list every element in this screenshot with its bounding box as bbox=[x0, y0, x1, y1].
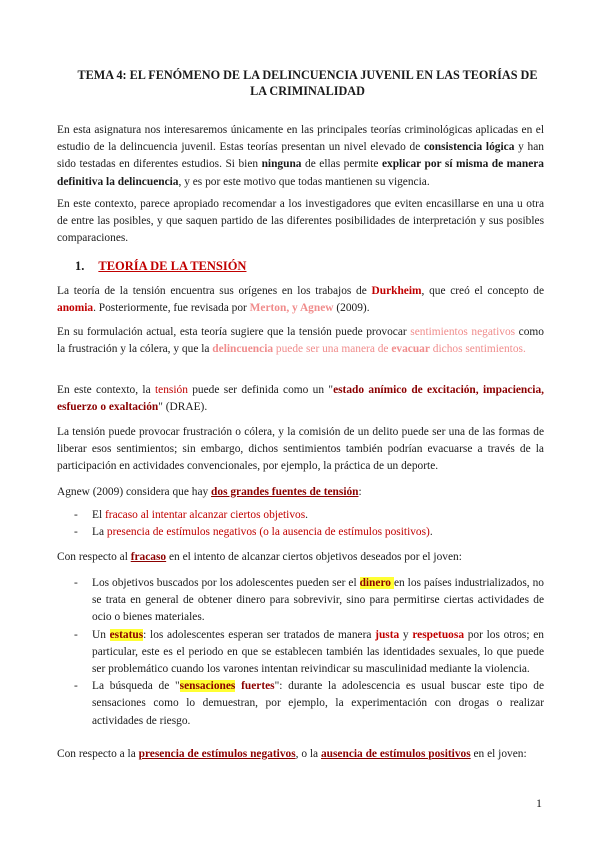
intro-bold-consistencia: consistencia lógica bbox=[423, 141, 515, 154]
objetivo-2-text-1: Un bbox=[92, 628, 110, 641]
agnew-text-1: Agnew (2009) considera que hay bbox=[57, 486, 212, 498]
respetuosa-text: respetuosa bbox=[412, 628, 465, 641]
agnew-text-2: : bbox=[358, 486, 362, 498]
justa-text: justa bbox=[375, 628, 400, 641]
origin-text-4: (2009). bbox=[333, 302, 370, 315]
presencia-paragraph bbox=[57, 746, 544, 763]
presencia-text-3: en el joven: bbox=[470, 748, 527, 760]
intro-paragraph bbox=[57, 122, 544, 191]
definition-text-1: En este contexto, la bbox=[57, 384, 155, 396]
definition-paragraph bbox=[57, 382, 544, 416]
estado-animico-text: estado anímico de excitación, impaciencia, esfuerzo o exaltación bbox=[57, 384, 545, 414]
source-1-red-text: fracaso al intentar alcanzar ciertos objetivos bbox=[104, 509, 306, 521]
current-formulation-paragraph bbox=[57, 324, 544, 358]
objetivo-1-text-2: en los países industrializados, no se trata en general de obtener dinero para sobrevivir, sino para permitirse ciertas actividades de ocio o bienes materiales. bbox=[92, 577, 544, 624]
agnew-paragraph bbox=[57, 484, 544, 501]
origin-text-2: , que creó el concepto de bbox=[421, 285, 545, 297]
evacuar-text: evacuar bbox=[391, 343, 430, 356]
sensaciones-highlight: sensaciones bbox=[179, 680, 236, 693]
objetivos-list bbox=[57, 575, 544, 730]
intro-bold-ninguna: ninguna bbox=[261, 158, 302, 171]
origin-text-1: La teoría de la tensión encuentra sus orígenes en los trabajos de bbox=[57, 285, 372, 297]
objetivo-2-text-2: : los adolescentes esperan ser tratados de manera bbox=[143, 628, 376, 641]
anomia-text: anomia bbox=[57, 302, 94, 315]
estatus-highlight: estatus bbox=[109, 628, 144, 641]
current-text-1: En su formulación actual, esta teoría sugiere que la tensión puede provocar bbox=[57, 326, 411, 338]
current-text-3: puede ser una manera de bbox=[273, 343, 392, 356]
list-item bbox=[57, 575, 544, 627]
presencia-text-1: Con respecto a la bbox=[57, 748, 139, 760]
merton-agnew-text: Merton, y Agnew bbox=[249, 302, 334, 315]
list-item bbox=[57, 524, 544, 541]
source-1-text-1: El bbox=[92, 509, 105, 521]
current-text-2: como la frustración y la cólera, y que la bbox=[57, 326, 544, 356]
intro-text-1: En esta asignatura nos interesaremos únicamente en las principales teorías criminológicas aplicadas en el estudio de la delincuencia juvenil. Estas teorías presentan un nivel elevado de bbox=[57, 124, 544, 154]
list-item bbox=[57, 627, 544, 679]
objetivo-3-text-2: ": durante la adolescencia es usual buscar este tipo de sensaciones como lo demuestran, por ejemplo, la experimentación con drogas o realizar actividades de riesgo. bbox=[92, 680, 545, 727]
frustration-paragraph: La tensión puede provocar frustración o cólera, y la comisión de un delito puede ser una de las formas de liberar esos sentimientos; sin embargo, dichos sentimientos también podrían evacuarse a través de la participación en actividades convencionales, por ejemplo, la práctica de un deporte. bbox=[57, 426, 544, 473]
definition-text-3: " (DRAE). bbox=[158, 401, 208, 414]
origin-paragraph bbox=[57, 283, 544, 317]
section-number: 1. bbox=[75, 259, 85, 273]
dinero-highlight: dinero bbox=[359, 577, 394, 589]
durkheim-link-text: Durkheim bbox=[371, 285, 422, 297]
definition-text-2: puede ser definida como un " bbox=[187, 384, 334, 396]
fuertes-text: fuertes bbox=[235, 680, 275, 693]
tension-text: tensión bbox=[155, 384, 188, 396]
section-heading bbox=[75, 259, 246, 274]
origin-text-3: . Posteriormente, fue revisada por bbox=[93, 302, 250, 315]
intro-text-4: , y es por este motivo que todas mantienen su vigencia. bbox=[178, 175, 430, 188]
source-2-text-2: . bbox=[429, 526, 433, 539]
fracaso-text-2: en el intento de alcanzar ciertos objetivos deseados por el joven: bbox=[166, 551, 462, 563]
page-number: 1 bbox=[536, 796, 542, 810]
current-text-4: dichos sentimientos. bbox=[429, 343, 526, 356]
intro-text-3: de ellas permite bbox=[301, 158, 382, 171]
objetivo-1-text-1: Los objetivos buscados por los adolescentes pueden ser el bbox=[92, 577, 360, 589]
objetivo-3-text-1: La búsqueda de " bbox=[92, 680, 180, 693]
list-item bbox=[57, 678, 544, 730]
section-label: TEORÍA DE LA TENSIÓN bbox=[98, 259, 247, 273]
fracaso-text-1: Con respecto al bbox=[57, 551, 131, 563]
sentimientos-negativos-text: sentimientos negativos bbox=[410, 326, 516, 338]
intro-text-2: y han sido testadas en diferentes estudios. Si bien bbox=[57, 141, 544, 171]
estimulos-positivos-text: ausencia de estímulos positivos bbox=[320, 748, 471, 760]
fracaso-word: fracaso bbox=[130, 551, 167, 563]
sources-list bbox=[57, 507, 544, 541]
fracaso-paragraph bbox=[57, 549, 544, 566]
delincuencia-text: delincuencia bbox=[212, 343, 274, 356]
document-title: TEMA 4: EL FENÓMENO DE LA DELINCUENCIA JUVENIL EN LAS TEORÍAS DE LA CRIMINALIDAD bbox=[77, 68, 538, 98]
presencia-text-2: , o la bbox=[295, 748, 321, 760]
objetivo-2-text-3: y bbox=[399, 628, 413, 641]
source-2-red-text: presencia de estímulos negativos (o la ausencia de estímulos positivos) bbox=[106, 526, 430, 539]
estimulos-negativos-text: presencia de estímulos negativos bbox=[138, 748, 296, 760]
intro-bold-explicar: explicar por sí misma de manera definitiva la delincuencia bbox=[57, 158, 545, 188]
source-1-text-2: . bbox=[305, 509, 309, 521]
objetivo-2-text-4: por los otros; en particular, este es el periodo en que se establecen también las identidades sexuales, lo que puede ser problemático cuando los varones intentan reivindicar su masculinidad mediante la violencia. bbox=[92, 628, 544, 676]
dos-fuentes-text: dos grandes fuentes de tensión bbox=[211, 486, 359, 498]
list-item bbox=[57, 507, 544, 524]
context-paragraph: En este contexto, parece apropiado recomendar a los investigadores que eviten encasillarse en una u otra de entre las posibles, y que saquen partido de las diferentes posibilidades de interpretación y sus posibles comparaciones. bbox=[57, 198, 544, 245]
source-2-text-1: La bbox=[92, 526, 107, 539]
